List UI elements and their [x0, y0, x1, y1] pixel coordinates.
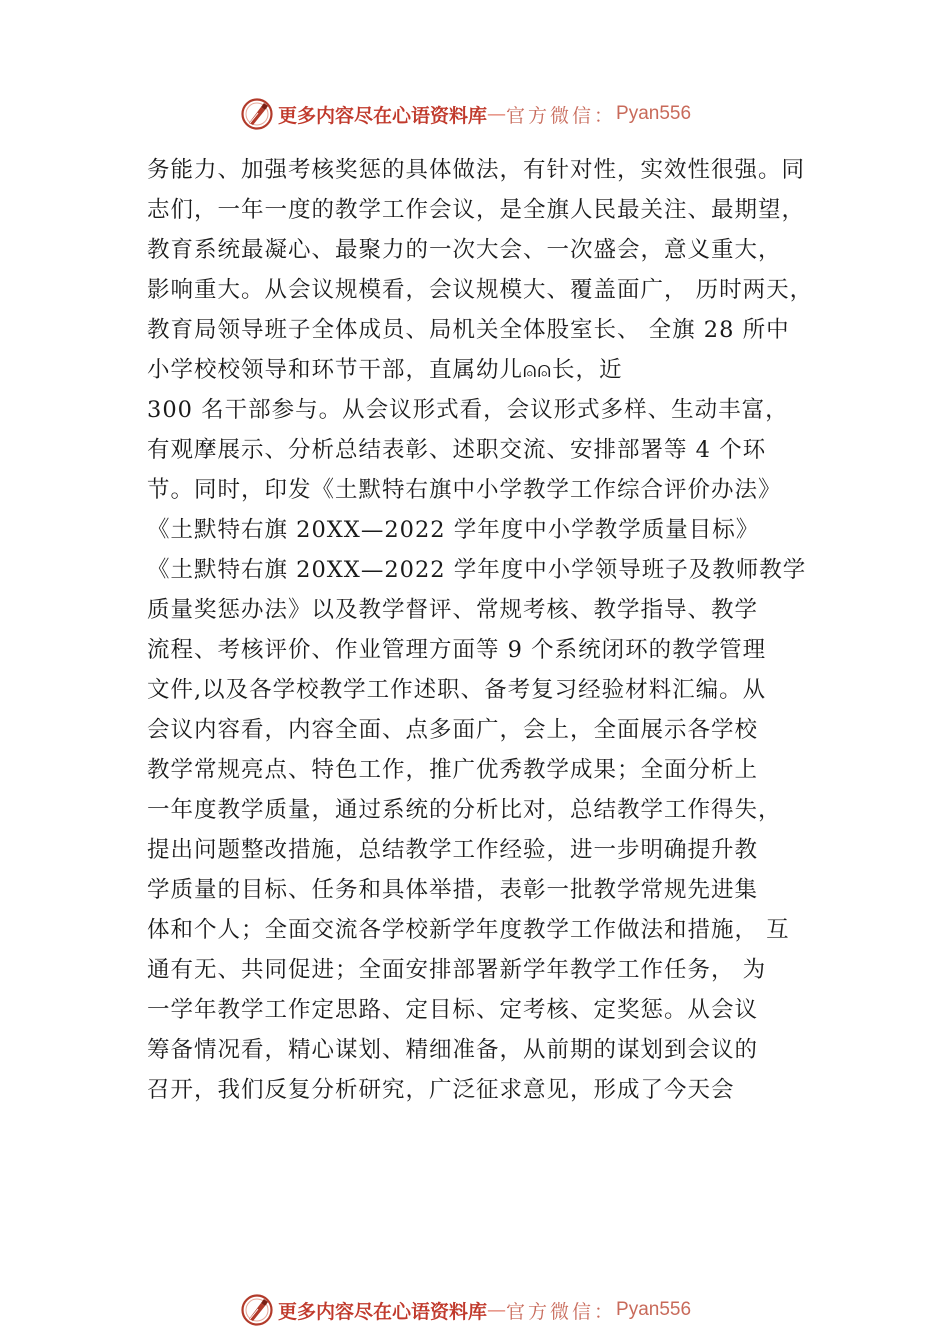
- body-line: 300 名干部参与。从会议形式看，会议形式多样、生动丰富，: [147, 397, 789, 423]
- document-body: [147, 150, 827, 1110]
- wechat-id: Pyan556: [616, 103, 692, 124]
- body-line: 筹备情况看，精心谋划、精细准备，从前期的谋划到会议的: [147, 1037, 759, 1063]
- body-line: 体和个人；全面交流各学校新学年度教学工作做法和措施， 互: [147, 917, 790, 943]
- library-name: 更多内容尽在心语资料库: [278, 1300, 488, 1323]
- body-line: 一学年教学工作定思路、定目标、定考核、定奖惩。从会议: [147, 997, 759, 1023]
- body-line: 流程、考核评价、作业管理方面等 9 个系统闭环的教学管理: [147, 637, 767, 663]
- header-banner: [240, 96, 691, 132]
- body-line: 小学校校领导和环节干部，直属幼儿⍝⍝长，近: [147, 357, 623, 383]
- body-line: 《土默特右旗 20XX—2022 学年度中小学领导班子及教师教学: [147, 557, 807, 583]
- official-wechat-label: 官方微信：: [506, 1300, 617, 1323]
- body-line: 学质量的目标、任务和具体举措，表彰一批教学常规先进集: [147, 877, 759, 903]
- body-line: 一年度教学质量，通过系统的分析比对，总结教学工作得失，: [147, 797, 782, 823]
- body-line: 影响重大。从会议规模看，会议规模大、覆盖面广， 历时两天，: [147, 277, 814, 303]
- official-wechat-label: 官方微信：: [506, 104, 617, 127]
- banner-separator: —: [487, 103, 507, 125]
- pen-nib-logo-icon: [240, 97, 274, 131]
- body-line: 提出问题整改措施，总结教学工作经验，进一步明确提升教: [147, 837, 759, 863]
- pen-nib-logo-icon: [240, 1293, 274, 1327]
- body-line: 教育系统最凝心、最聚力的一次大会、一次盛会，意义重大，: [147, 237, 782, 263]
- body-line: 《土默特右旗 20XX—2022 学年度中小学教学质量目标》: [147, 517, 760, 543]
- body-line: 教育局领导班子全体成员、局机关全体股室长、 全旗 28 所中: [147, 317, 790, 343]
- wechat-id: Pyan556: [616, 1299, 692, 1320]
- body-line: 文件,以及各学校教学工作述职、备考复习经验材料汇编。从: [147, 677, 767, 703]
- body-line: 志们，一年一度的教学工作会议，是全旗人民最关注、最期望，: [147, 197, 806, 223]
- body-line: 有观摩展示、分析总结表彰、述职交流、安排部署等 4 个环: [147, 437, 767, 463]
- body-line: 务能力、加强考核奖惩的具体做法，有针对性，实效性很强。同: [147, 157, 806, 183]
- body-line: 教学常规亮点、特色工作，推广优秀教学成果；全面分析上: [147, 757, 759, 783]
- banner-separator: —: [487, 1299, 507, 1321]
- library-name: 更多内容尽在心语资料库: [278, 104, 488, 127]
- body-line: 质量奖惩办法》以及教学督评、常规考核、教学指导、教学: [147, 597, 759, 623]
- body-line: 召开，我们反复分析研究，广泛征求意见，形成了今天会: [147, 1077, 735, 1103]
- body-line: 通有无、共同促进；全面安排部署新学年教学工作任务， 为: [147, 957, 767, 983]
- body-line: 节。同时，印发《土默特右旗中小学教学工作综合评价办法》: [147, 477, 782, 503]
- body-line: 会议内容看，内容全面、点多面广，会上，全面展示各学校: [147, 717, 759, 743]
- footer-banner: [240, 1292, 691, 1328]
